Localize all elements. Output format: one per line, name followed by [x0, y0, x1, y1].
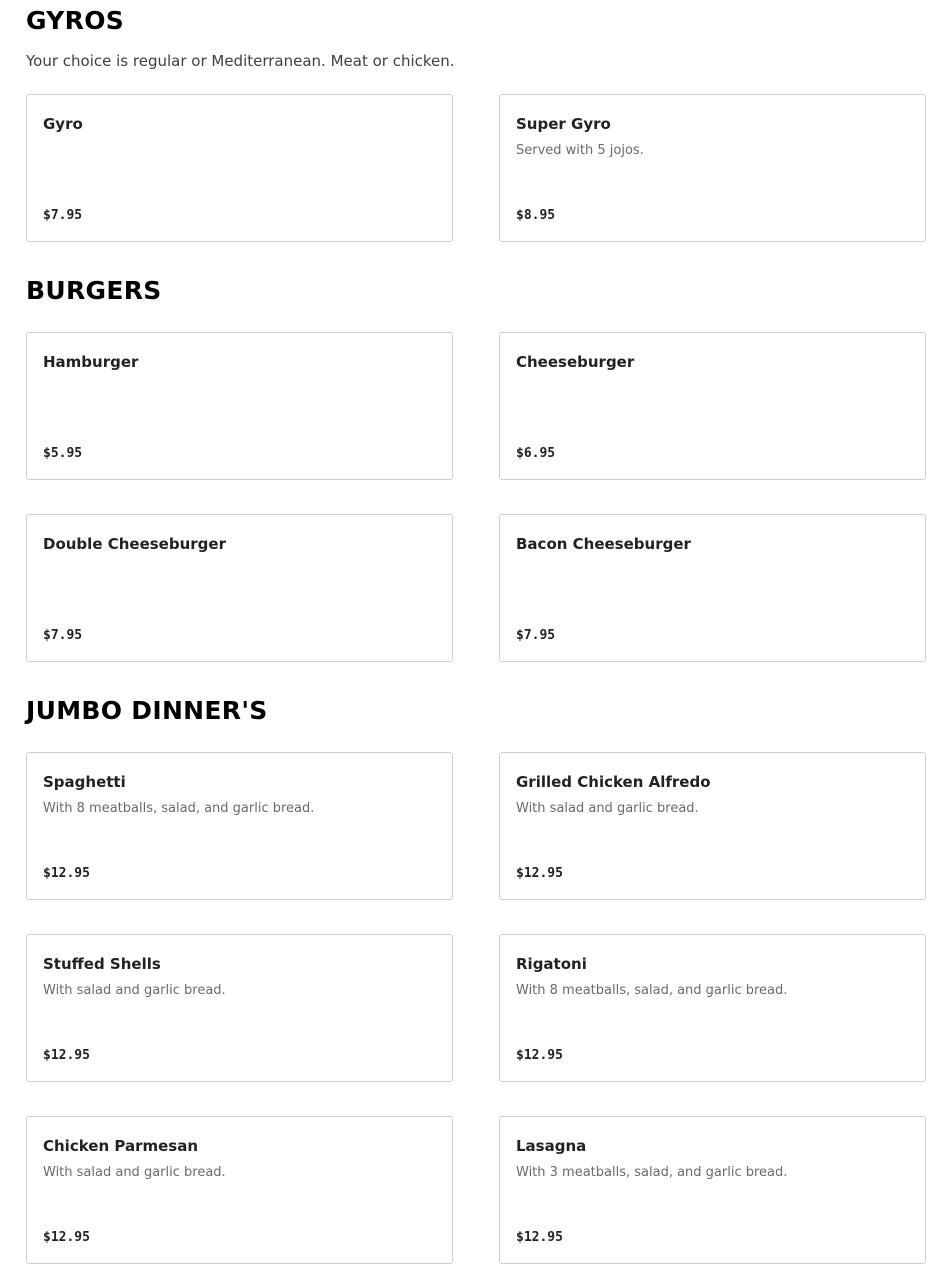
section-burgers	[26, 276, 928, 643]
menu-item-card[interactable]	[499, 934, 926, 1082]
item-description: With 8 meatballs, salad, and garlic bread.	[43, 801, 315, 816]
item-description: With salad and garlic bread.	[43, 983, 226, 998]
item-name: Chicken Parmesan	[43, 1137, 199, 1155]
item-name: Stuffed Shells	[43, 955, 161, 973]
menu-item-card[interactable]	[26, 752, 453, 900]
item-price: $12.95	[43, 866, 90, 881]
item-price: $12.95	[43, 1048, 90, 1063]
item-name: Rigatoni	[516, 955, 587, 973]
item-price: $12.95	[516, 1048, 563, 1063]
item-name: Spaghetti	[43, 773, 126, 791]
section-gyros	[26, 6, 928, 223]
section-description: Your choice is regular or Mediterranean. Meat or chicken.	[26, 52, 455, 70]
item-price: $8.95	[516, 208, 556, 223]
item-name: Lasagna	[516, 1137, 587, 1155]
menu-item-card[interactable]	[499, 94, 926, 242]
item-name: Super Gyro	[516, 115, 611, 133]
item-name: Hamburger	[43, 353, 139, 371]
menu-item-card[interactable]	[499, 514, 926, 662]
item-price: $12.95	[516, 866, 563, 881]
section-title: JUMBO DINNER'S	[26, 696, 268, 725]
menu-item-card[interactable]	[26, 94, 453, 242]
menu-item-card[interactable]	[26, 934, 453, 1082]
item-name: Gyro	[43, 115, 83, 133]
menu-item-card[interactable]	[26, 332, 453, 480]
item-description: With salad and garlic bread.	[516, 801, 699, 816]
item-description: With 8 meatballs, salad, and garlic bread.	[516, 983, 788, 998]
item-name: Cheeseburger	[516, 353, 635, 371]
item-price: $6.95	[516, 446, 556, 461]
item-price: $12.95	[43, 1230, 90, 1245]
menu-item-card[interactable]	[499, 752, 926, 900]
item-description: With salad and garlic bread.	[43, 1165, 226, 1180]
item-name: Bacon Cheeseburger	[516, 535, 691, 553]
item-name: Double Cheeseburger	[43, 535, 226, 553]
menu-item-card[interactable]	[26, 514, 453, 662]
item-name: Grilled Chicken Alfredo	[516, 773, 711, 791]
item-price: $5.95	[43, 446, 83, 461]
item-price: $12.95	[516, 1230, 563, 1245]
menu-item-card[interactable]	[499, 332, 926, 480]
menu-item-card[interactable]	[26, 1116, 453, 1264]
item-price: $7.95	[43, 628, 83, 643]
item-price: $7.95	[43, 208, 83, 223]
item-description: Served with 5 jojos.	[516, 143, 644, 158]
item-description: With 3 meatballs, salad, and garlic bread.	[516, 1165, 788, 1180]
menu-item-card[interactable]	[499, 1116, 926, 1264]
item-price: $7.95	[516, 628, 556, 643]
section-title: BURGERS	[26, 276, 162, 305]
section-jumbo-dinners	[26, 696, 928, 1245]
section-title: GYROS	[26, 6, 125, 35]
